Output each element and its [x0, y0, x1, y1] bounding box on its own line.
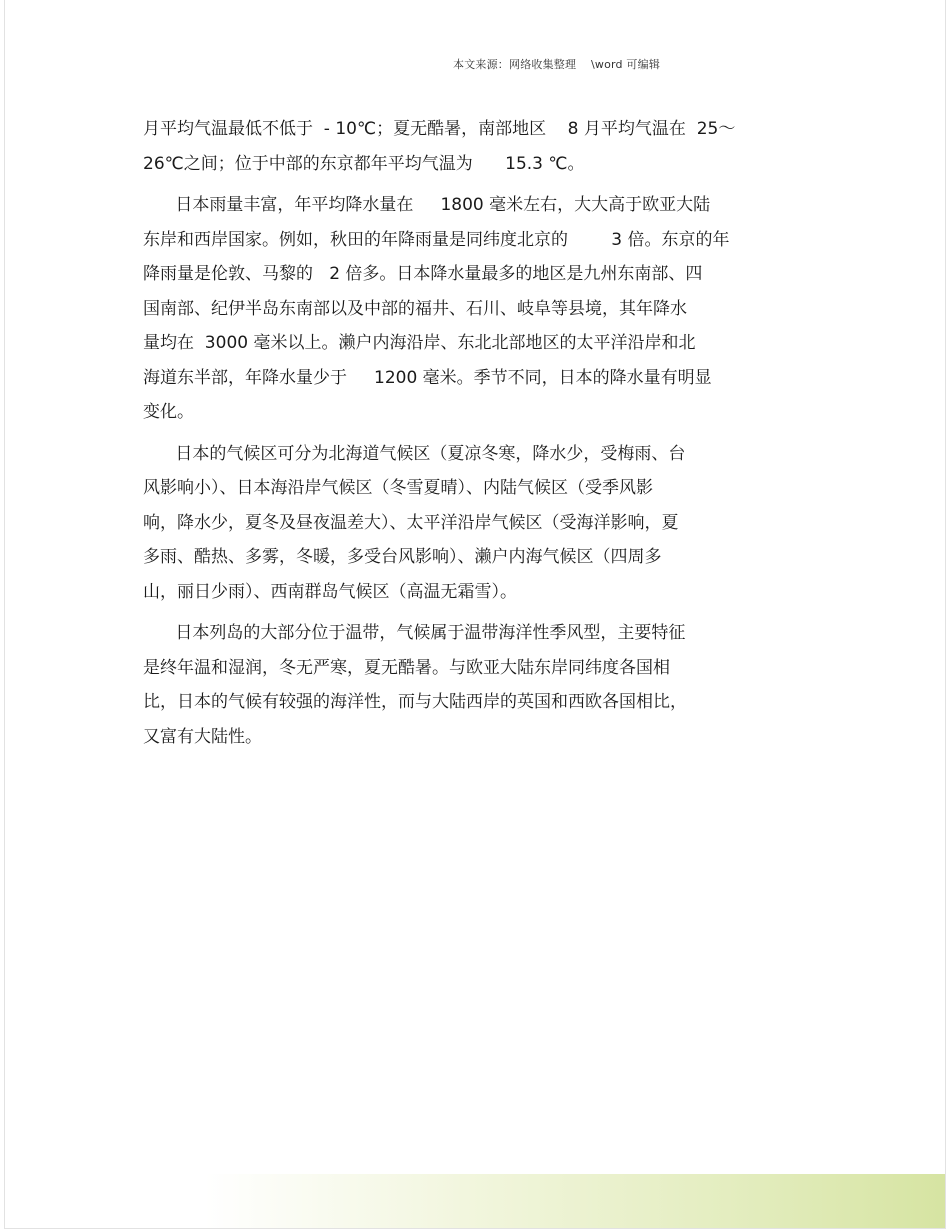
- text-line: 日本的气候区可分为北海道气候区（夏凉冬寒，降水少，受梅雨、台: [143, 443, 686, 464]
- paragraph-2: [143, 188, 815, 430]
- paragraph-1: [143, 112, 815, 181]
- text-line: 26℃之间；位于中部的东京都年平均气温为 15.3 ℃。: [143, 153, 585, 174]
- text-line: 国南部、纪伊半岛东南部以及中部的福井、石川、岐阜等县境，其年降水: [143, 298, 687, 319]
- text-line: 东岸和西岸国家。例如，秋田的年降雨量是同纬度北京的 3 倍。东京的年: [143, 229, 730, 250]
- text-line: 日本雨量丰富，年平均降水量在 1800 毫米左右，大大高于欧亚大陆: [143, 195, 711, 215]
- paragraph-3: [143, 437, 815, 610]
- document-page: [4, 0, 946, 1229]
- header-source-note: 本文来源：网络收集整理 \word 可编辑: [453, 58, 661, 71]
- text-line: 风影响小）、日本海沿岸气候区（冬雪夏晴）、内陆气候区（受季风影: [143, 478, 653, 498]
- text-line: 变化。: [143, 402, 194, 422]
- text-line: 降雨量是伦敦、马黎的 2 倍多。日本降水量最多的地区是九州东南部、四: [143, 264, 703, 284]
- text-line: 山，丽日少雨）、西南群岛气候区（高温无霜雪）。: [143, 581, 517, 602]
- text-line: 日本列岛的大部分位于温带，气候属于温带海洋性季风型，主要特征: [143, 623, 686, 643]
- document-body: [143, 112, 815, 761]
- text-line: 海道东半部，年降水量少于 1200 毫米。季节不同，日本的降水量有明显: [143, 367, 712, 388]
- text-line: 比，日本的气候有较强的海洋性，而与大陆西岸的英国和西欧各国相比，: [143, 692, 687, 712]
- text-line: 是终年温和湿润，冬无严寒，夏无酷暑。与欧亚大陆东岸同纬度各国相: [143, 657, 670, 678]
- text-line: 响，降水少，夏冬及昼夜温差大）、太平洋沿岸气候区（受海洋影响，夏: [143, 512, 679, 533]
- footer-decoration-band: [205, 1174, 945, 1228]
- text-line: 多雨、酷热、多雾，冬暖，多受台风影响）、濑户内海气候区（四周多: [143, 547, 662, 567]
- text-line: 量均在 3000 毫米以上。濑户内海沿岸、东北北部地区的太平洋沿岸和北: [143, 333, 696, 353]
- paragraph-4: [143, 616, 815, 754]
- text-line: 月平均气温最低不低于 - 10℃；夏无酷暑，南部地区 8 月平均气温在 25～: [143, 119, 736, 139]
- text-line: 又富有大陆性。: [143, 726, 262, 747]
